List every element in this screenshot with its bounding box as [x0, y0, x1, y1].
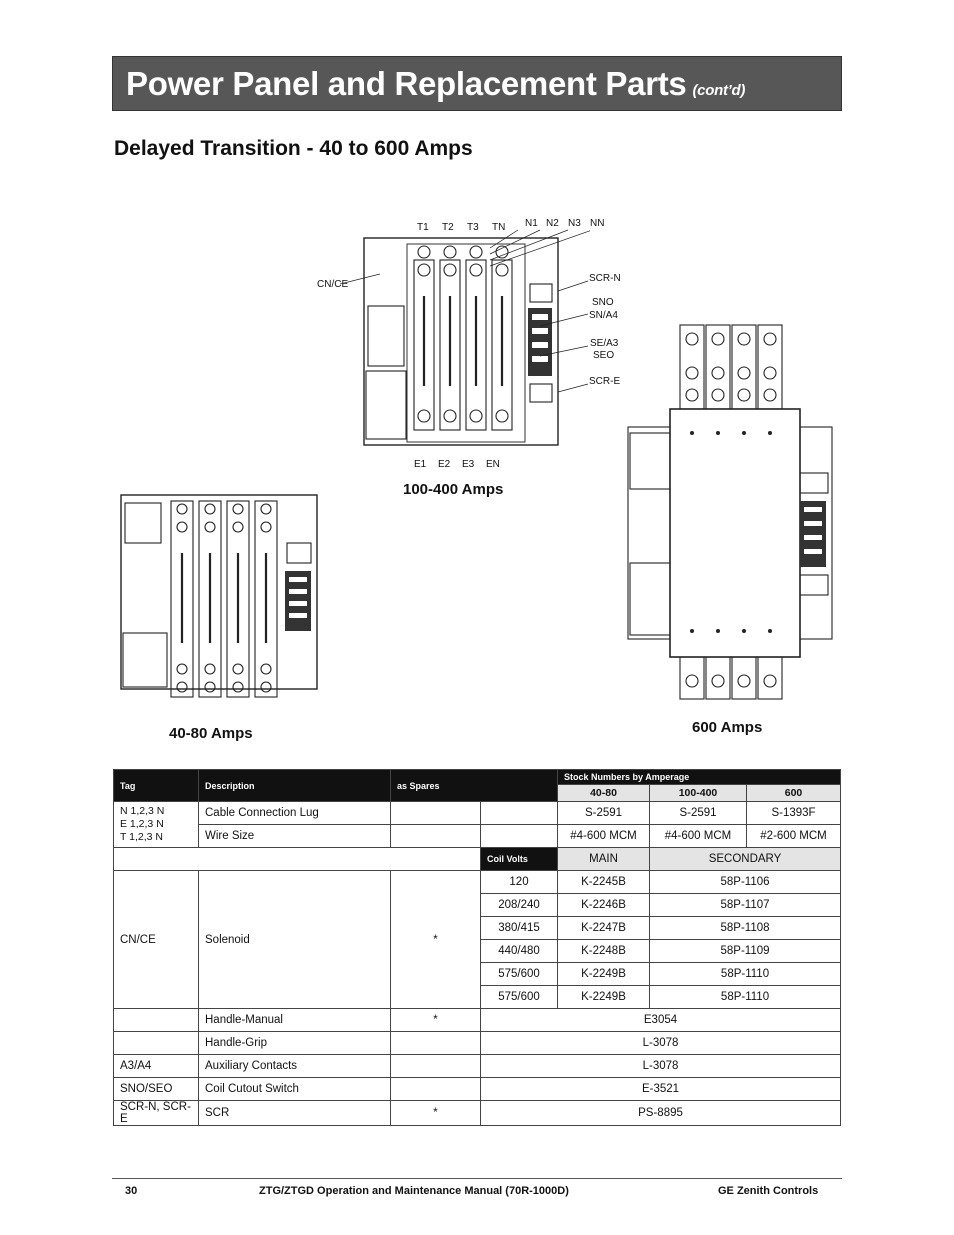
cell: S-2591	[650, 802, 747, 825]
cell	[391, 802, 481, 825]
label-seo: SEO	[593, 350, 615, 361]
label-nn: NN	[590, 218, 605, 229]
cell	[481, 802, 558, 825]
title-cont: (cont’d)	[692, 82, 746, 99]
cell: K-2249B	[558, 963, 650, 986]
page-title: Power Panel and Replacement Parts (cont’d)	[126, 65, 746, 102]
header-coil-volts: Coil Volts	[481, 848, 558, 871]
cell: Handle-Manual	[199, 1009, 391, 1032]
cell: #4-600 MCM	[558, 825, 650, 848]
table-row	[114, 1101, 841, 1126]
table-row	[114, 1009, 841, 1032]
cell: Coil Cutout Switch	[199, 1078, 391, 1101]
caption-600: 600 Amps	[692, 719, 763, 736]
cell	[391, 825, 481, 848]
header-600: 600	[747, 785, 841, 802]
label-t1: T1	[417, 222, 429, 233]
cell: S-1393F	[747, 802, 841, 825]
section-subtitle: Delayed Transition - 40 to 600 Amps	[114, 137, 473, 160]
header-40-80: 40-80	[558, 785, 650, 802]
label-en: EN	[486, 459, 500, 470]
solenoid-desc: Solenoid	[199, 871, 391, 1009]
label-n1: N1	[525, 218, 538, 229]
table-row	[114, 1078, 841, 1101]
cell: S-2591	[558, 802, 650, 825]
caption-40-80: 40-80 Amps	[169, 725, 253, 742]
header-100-400: 100-400	[650, 785, 747, 802]
table-row	[114, 871, 841, 894]
solenoid-tag: CN/CE	[114, 871, 199, 1009]
table-row	[114, 802, 841, 825]
cell: K-2249B	[558, 986, 650, 1009]
cell	[481, 825, 558, 848]
cell: Handle-Grip	[199, 1032, 391, 1055]
cell: *	[391, 1101, 481, 1126]
cell: 58P-1109	[650, 940, 841, 963]
diagram-40-80-amps	[119, 483, 321, 705]
cell: SNO/SEO	[114, 1078, 199, 1101]
label-e2: E2	[438, 459, 451, 470]
cell: *	[391, 1009, 481, 1032]
cell: SCR	[199, 1101, 391, 1126]
cell	[114, 1009, 199, 1032]
cell: 575/600	[481, 963, 558, 986]
cell: 58P-1106	[650, 871, 841, 894]
label-e3: E3	[462, 459, 475, 470]
label-n2: N2	[546, 218, 559, 229]
cell	[391, 1055, 481, 1078]
coil-header-row	[114, 848, 841, 871]
header-tag: Tag	[114, 770, 199, 802]
header-main: MAIN	[558, 848, 650, 871]
cell: SCR-N, SCR-E	[114, 1101, 199, 1126]
header-spares: as Spares	[391, 770, 558, 802]
cell: K-2247B	[558, 917, 650, 940]
cell: Auxiliary Contacts	[199, 1055, 391, 1078]
table-row	[114, 1032, 841, 1055]
label-se-a3: SE/A3	[590, 338, 619, 349]
cell	[114, 1032, 199, 1055]
label-e1: E1	[414, 459, 427, 470]
cell: 440/480	[481, 940, 558, 963]
cell: PS-8895	[481, 1101, 841, 1126]
title-banner	[112, 56, 842, 111]
label-scr-n: SCR-N	[589, 273, 621, 284]
label-sn-a4: SN/A4	[589, 310, 618, 321]
cell: E3054	[481, 1009, 841, 1032]
label-cn-ce: CN/CE	[317, 279, 349, 290]
table-row	[114, 1055, 841, 1078]
cell: K-2248B	[558, 940, 650, 963]
label-tn: TN	[492, 222, 506, 233]
label-n3: N3	[568, 218, 581, 229]
cell: K-2246B	[558, 894, 650, 917]
header-secondary: SECONDARY	[650, 848, 841, 871]
footer-manual-title: ZTG/ZTGD Operation and Maintenance Manual (70R-1000D)	[259, 1185, 569, 1197]
cell: Cable Connection Lug	[199, 802, 391, 825]
cell: L-3078	[481, 1055, 841, 1078]
cell: 58P-1108	[650, 917, 841, 940]
caption-100-400: 100-400 Amps	[403, 481, 504, 498]
solenoid-spare: *	[391, 871, 481, 1009]
label-scr-e: SCR-E	[589, 376, 621, 387]
lug-tag: N 1,2,3 N E 1,2,3 N T 1,2,3 N	[114, 802, 199, 848]
cell: #2-600 MCM	[747, 825, 841, 848]
cell: #4-600 MCM	[650, 825, 747, 848]
label-t3: T3	[467, 222, 479, 233]
cell: K-2245B	[558, 871, 650, 894]
cell: 208/240	[481, 894, 558, 917]
cell: 58P-1110	[650, 963, 841, 986]
cell	[391, 1078, 481, 1101]
parts-table	[113, 769, 841, 1126]
leader-lines	[340, 226, 590, 406]
table-row	[114, 825, 841, 848]
footer-company: GE Zenith Controls	[718, 1185, 819, 1197]
header-stock: Stock Numbers by Amperage	[558, 770, 841, 785]
cell: 58P-1107	[650, 894, 841, 917]
cell: Wire Size	[199, 825, 391, 848]
cell: 58P-1110	[650, 986, 841, 1009]
cell: L-3078	[481, 1032, 841, 1055]
cell: E-3521	[481, 1078, 841, 1101]
footer-page-number: 30	[125, 1185, 138, 1197]
cell: 380/415	[481, 917, 558, 940]
diagram-600-amps	[626, 323, 834, 700]
cell: A3/A4	[114, 1055, 199, 1078]
cell: 120	[481, 871, 558, 894]
footer-rule	[112, 1178, 842, 1179]
cell: 575/600	[481, 986, 558, 1009]
label-t2: T2	[442, 222, 454, 233]
header-description: Description	[199, 770, 391, 802]
cell	[391, 1032, 481, 1055]
label-sno: SNO	[592, 297, 614, 308]
